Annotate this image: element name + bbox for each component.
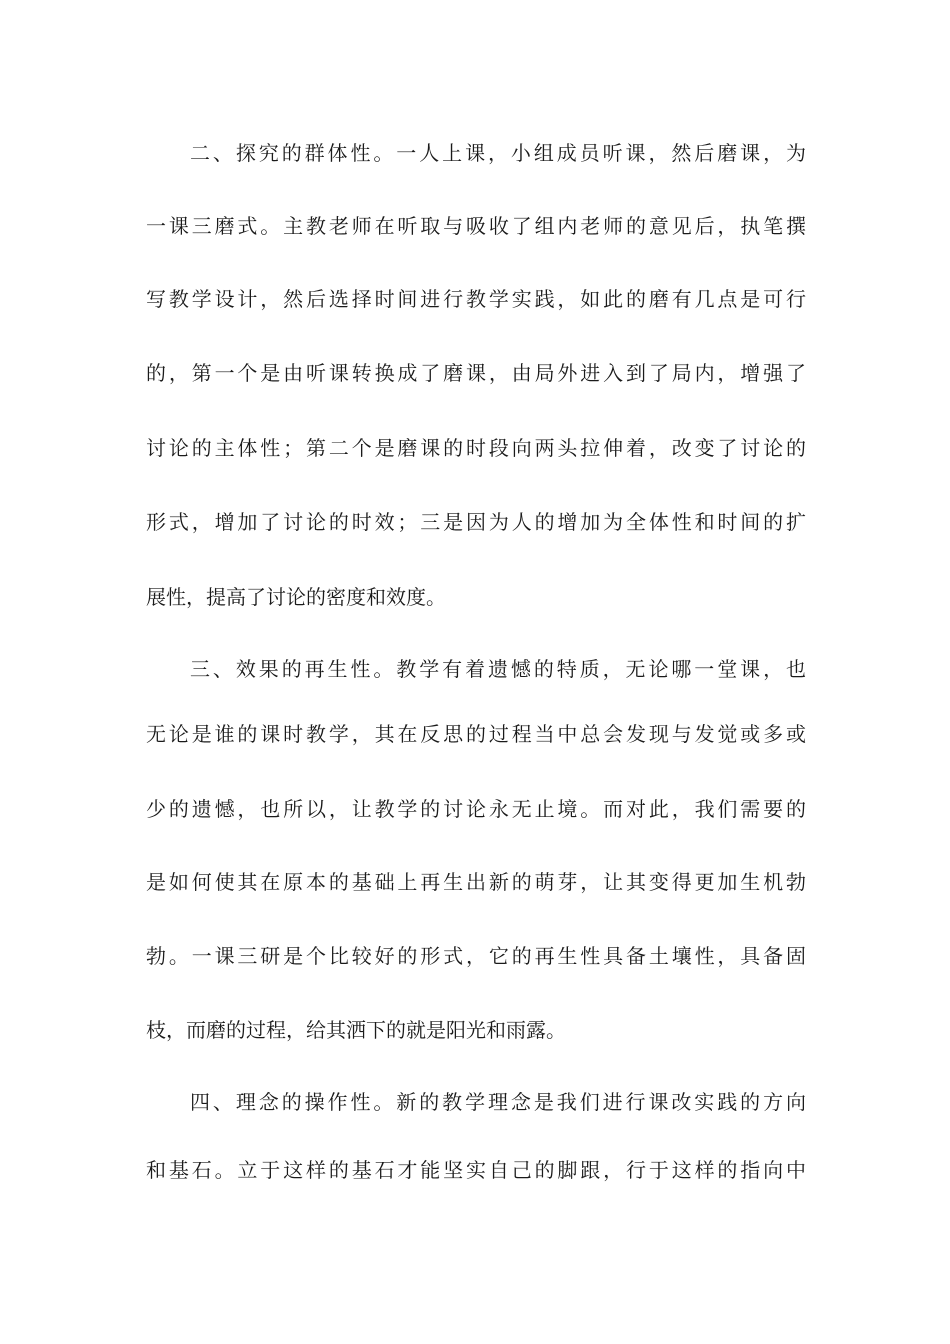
- paragraph-3-line-1: 四、理念的操作性。新的教学理念是我们进行课改实践的方向: [190, 1090, 806, 1114]
- paragraph-1-line-2: 一课三磨式。主教老师在听取与吸收了组内老师的意见后，执笔撰: [146, 214, 806, 238]
- paragraph-1-line-5: 讨论的主体性；第二个是磨课的时段向两头拉伸着，改变了讨论的: [146, 436, 806, 460]
- paragraph-2-line-1: 三、效果的再生性。教学有着遗憾的特质，无论哪一堂课，也: [190, 657, 806, 681]
- paragraph-1-line-3: 写教学设计，然后选择时间进行教学实践，如此的磨有几点是可行: [146, 287, 806, 311]
- paragraph-2-line-4: 是如何使其在原本的基础上再生出新的萌芽，让其变得更加生机勃: [146, 870, 806, 894]
- paragraph-2-line-5: 勃。一课三研是个比较好的形式，它的再生性具备土壤性，具备固: [146, 944, 806, 968]
- paragraph-2-line-3: 少的遗憾，也所以，让教学的讨论永无止境。而对此，我们需要的: [146, 797, 806, 821]
- paragraph-2-line-2: 无论是谁的课时教学，其在反思的过程当中总会发现与发觉或多或: [146, 722, 806, 746]
- paragraph-3-line-2: 和基石。立于这样的基石才能坚实自己的脚跟，行于这样的指向中: [146, 1158, 806, 1182]
- paragraph-1-line-4: 的，第一个是由听课转换成了磨课，由局外进入到了局内，增强了: [146, 361, 806, 385]
- paragraph-1-line-7: 展性，提高了讨论的密度和效度。: [146, 585, 446, 609]
- paragraph-1-line-1: 二、探究的群体性。一人上课，小组成员听课，然后磨课，为: [190, 141, 806, 165]
- paragraph-1-line-6: 形式，增加了讨论的时效；三是因为人的增加为全体性和时间的扩: [146, 510, 806, 534]
- paragraph-2-line-6: 枝，而磨的过程，给其洒下的就是阳光和雨露。: [146, 1018, 566, 1042]
